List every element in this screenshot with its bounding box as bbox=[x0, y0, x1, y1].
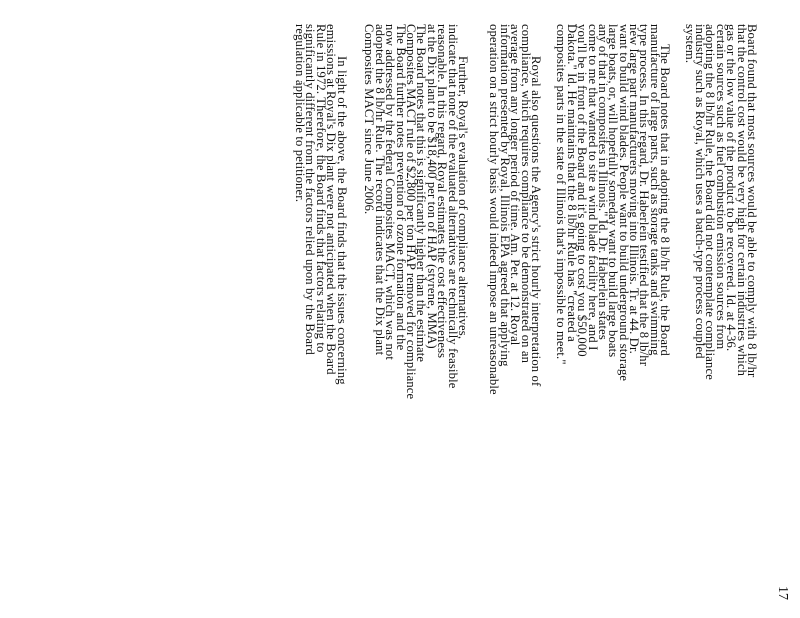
text-line: reasonable. In this regard, Royal estimates the cost effectiveness bbox=[435, 24, 450, 359]
text-line: new large part manufacturers moving into Illinois. Tr. at 44. Dr. bbox=[626, 24, 641, 354]
text-line: Further, Royal's evaluation of compliance alternatives, bbox=[456, 56, 470, 340]
text-line: significantly different from the factors relied upon by the Board bbox=[303, 24, 318, 355]
text-line: Composites MACT since June 2006. bbox=[362, 24, 377, 215]
text-line: adopting the 8 lb/hr Rule, the Board did not contemplate compliance bbox=[703, 24, 718, 380]
rotated-text-body bbox=[180, 0, 800, 618]
text-line: want to build wind blades. People want to build underground storage bbox=[616, 24, 631, 382]
text-line: The Board notes that in adopting the 8 lb/hr Rule, the Board bbox=[658, 44, 672, 356]
text-line: information presented by Royal, Illinois EPA agreed that applying bbox=[497, 24, 512, 367]
text-line: Dakota." Id. He maintains that the 8 lb/hr Rule has "created a bbox=[564, 24, 579, 342]
text-line: industry such as Royal, which uses a batch-type process coupled bbox=[693, 24, 707, 359]
text-line: The Board notes that this is significantly higher than the estimate bbox=[414, 24, 429, 363]
text-line: Royal also questions the Agency's strict hourly interpretation of bbox=[529, 56, 543, 387]
text-line: Composites MACT rule of $2,800 per ton HAP removed for compliance bbox=[404, 24, 418, 400]
text-line: Board found that most sources would be able to comply with 8 lb/hr bbox=[745, 24, 759, 378]
text-line: come to me that wanted to site a wind blade facility here, and I bbox=[585, 24, 600, 351]
text-line: regulation applicable to petitioner. bbox=[293, 24, 307, 203]
text-line: system. bbox=[682, 24, 697, 64]
text-line: type process. In this regard, Dr. Haberlein testified that the 8 lb/hr bbox=[637, 24, 652, 367]
text-line: In light of the above, the Board finds that the issues concerning bbox=[335, 56, 349, 385]
text-line: composites parts in the state of Illinois that's impossible to meet." bbox=[554, 24, 569, 365]
text-line: manufacture of large parts, such as storage tanks and swimming bbox=[647, 24, 662, 356]
text-line: The Board further notes prevention of ozone formation and the bbox=[393, 24, 408, 351]
text-line: average from any longer period of time. Am. Pet. at 12. Royal bbox=[508, 24, 523, 346]
text-line: large boats, or, will hopefully someday want to build large boats bbox=[606, 24, 621, 358]
text-line: gas or the low value of the product to be recovered. Id. at 4-36. bbox=[724, 24, 739, 352]
text-line: that the control cost would be very high for certain industries which bbox=[734, 24, 749, 377]
text-line: indicate that none of the evaluated alternatives are technically feasible bbox=[445, 24, 460, 389]
page-number: 17 bbox=[775, 586, 790, 600]
text-line: you'll be in front of the Board and it's going to cost you $50,000 bbox=[575, 24, 590, 357]
text-line: at the Dix plant to be $18,400 per ton of HAP (styrene, MMA) bbox=[424, 24, 439, 349]
text-line: compliance, which requires compliance to be demonstrated on an bbox=[518, 24, 533, 364]
text-line: adopted the 8 lb/hr Rule. The record indicates that the Dix plant bbox=[372, 24, 387, 356]
text-line: emissions at Royal's Dix plant were not anticipated when the Board bbox=[324, 24, 339, 375]
text-line: operation on a strict hourly basis would indeed impose an unreasonable bbox=[487, 24, 502, 395]
text-line: now addressed by the federal Composites MACT, which was not bbox=[383, 24, 398, 360]
text-line: any of that in composites in Illinois." Id. Dr. Haberlein states bbox=[595, 24, 610, 340]
text-line: certain sources such as fuel combustion emission sources from bbox=[713, 24, 728, 350]
text-line: Rule in 1972. Therefore, the Board finds that factors relating to bbox=[314, 24, 328, 353]
